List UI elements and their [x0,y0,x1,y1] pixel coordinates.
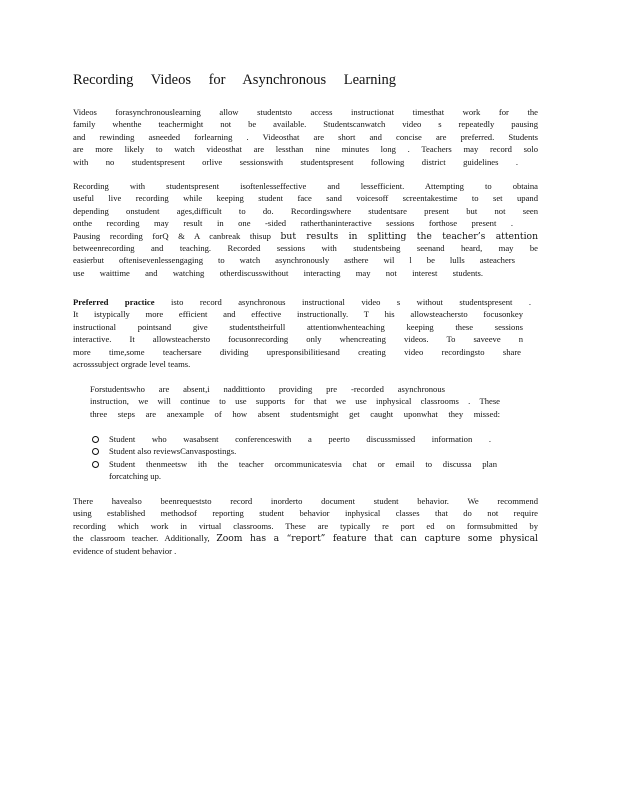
bold-term: Preferred [73,297,109,307]
text-line: interactive. It allowsteachersto focusonrecording only whencreating videos. To saveeve n [73,334,523,345]
text-line: are more likely to watch videosthat are lessthan nine minutes long . Teachers may record solo [73,144,538,155]
text-line-mixed [73,532,538,544]
list-item [92,433,497,445]
bullet-icon [92,461,99,468]
text-line: forcatching up. [109,471,162,482]
text-run: Pausing recording forQ & A canbreak thisup [73,230,271,241]
text-line: Student also reviewsCanvaspostings. [109,446,237,457]
text-line: with no studentspresent orlive sessionswith studentspresent following district guidelines . [73,156,518,167]
text-line: easierbut oftenisevenlessengaging to watch asynchronously asthere wil l be lulls asteachers [73,255,515,266]
paragraph-intro [73,106,538,168]
text-line: and rewinding asneeded forlearning . Videosthat are short and concise are preferred. Students [73,131,538,142]
text-line: onthe recording may result in one -sided ratherthaninteractive sessions forthose present . [73,218,513,229]
steps-list [92,433,497,483]
text-line: Recording with studentspresent isoftenlesseffective and lessefficient. Attempting to obtaina [73,181,538,191]
paragraph-behavior-recording [73,495,538,557]
bold-term: practice [124,297,155,307]
text-line: recording which work in virtual classrooms. These are typically re port ed on formsubmitted by [73,520,538,531]
text-line: instruction, we will continue to use supports for that we use inphysical classrooms . These [90,396,500,407]
text-line-mixed [73,296,531,308]
text-run: isto record asynchronous instructional video s without studentspresent . [170,297,531,307]
text-line: three steps are anexample of how absent studentsmight get caught uponwhat they missed: [90,408,500,419]
text-line: more time,some teachersare dividing upresponsibilitiesand creating video recordingsto share [73,346,521,357]
text-run-large: but results in splitting the teacher’s attention [280,230,538,242]
text-line: Student thenmeetsw ith the teacher orcommunicatesvia chat or email to discussa plan [109,458,497,469]
text-line: useful live recording while keeping student face sand voicesoff screentakestime to set upand [73,193,538,204]
paragraph-absent-students [90,383,500,420]
text-line: using established methodsof reporting student behavior inphysical classes that do not require [73,508,538,519]
text-line: evidence of student behavior . [73,545,177,556]
text-line: It istypically more efficient and effective instructionally. T his allowsteachersto focusonkey [73,309,523,320]
text-run: the classroom teacher. Additionally, [73,533,210,544]
list-item [92,445,497,457]
text-line: family whenthe teachermight not be available. Studentscanwatch video s repeatedly pausing [73,119,538,130]
text-run-large: Zoom has a “report” feature that can capture some physical [216,533,538,545]
paragraph-preferred-practice [73,296,538,370]
paragraph-recording-with-students [73,180,538,279]
text-line-mixed [73,230,538,242]
text-line: Student who wasabsent conferenceswith a peerto discussmissed information . [109,434,491,444]
text-line: betweenrecording and teaching. Recorded sessions with studentsbeing seenand heard, may be [73,242,538,253]
text-line: use waittime and watching otherdiscusswithout interacting may not interest students. [73,267,483,278]
text-line: There havealso beenrequeststo record inorderto document student behavior. We recommend [73,496,538,506]
text-line: depending onstudent ages,difficult to do. Recordingswhere studentsare present but not seen [73,205,538,216]
bullet-icon [92,448,99,455]
bullet-icon [92,436,99,443]
text-line: acrosssubject orgrade level teams. [73,358,191,369]
list-item [92,458,497,483]
document-title: Recording Videos for Asynchronous Learning [73,72,397,88]
text-line: Forstudentswho are absent,i naddittionto providing pre -recorded asynchronous [90,384,445,394]
text-line: Videos forasynchronouslearning allow studentsto access instructionat timesthat work for the [73,107,538,117]
text-line: instructional pointsand give studentstheirfull attentionwhenteaching keeping these sessions [73,321,523,332]
